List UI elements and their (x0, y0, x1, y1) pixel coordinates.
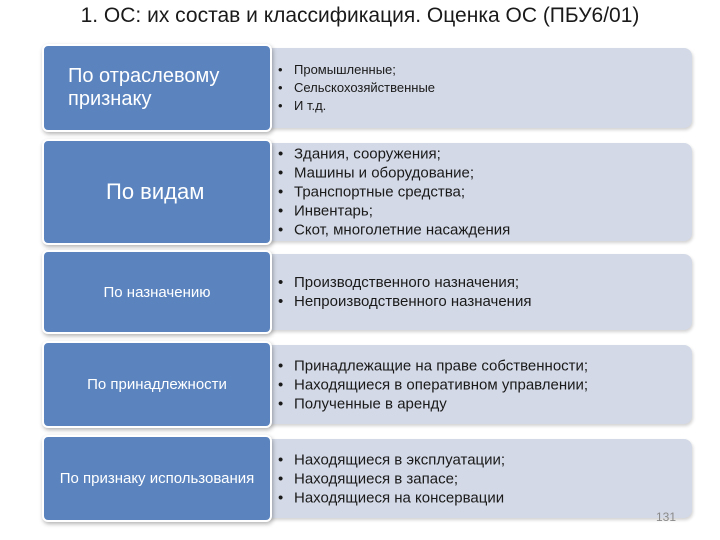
bullet-icon: • (278, 357, 284, 374)
category-box (42, 341, 272, 428)
detail-box (264, 254, 692, 330)
list-item (276, 202, 684, 221)
classification-row-usage (42, 435, 692, 522)
list-item-text: Принадлежащие на праве собственности; (294, 357, 589, 374)
detail-list (276, 61, 684, 115)
category-box (42, 44, 272, 132)
category-box (42, 250, 272, 334)
bullet-icon: • (278, 221, 284, 239)
detail-box (264, 48, 692, 128)
detail-list (276, 356, 684, 413)
bullet-icon: • (278, 489, 284, 506)
list-item-text: Сельскохозяйственные (294, 80, 436, 95)
category-label: По признаку использования (59, 470, 255, 487)
list-item-text: Находящиеся в оперативном управлении; (294, 376, 589, 393)
list-item-text: Полученные в аренду (294, 395, 447, 412)
list-item-text: Промышленные; (294, 62, 396, 77)
category-label: По видам (106, 179, 205, 204)
list-item (276, 79, 684, 97)
detail-box (264, 345, 692, 424)
bullet-icon: • (278, 274, 284, 291)
list-item (276, 97, 684, 115)
category-box (42, 435, 272, 522)
bullet-icon: • (278, 293, 284, 310)
list-item-text: Здания, сооружения; (294, 145, 441, 163)
detail-box (264, 439, 692, 518)
bullet-icon: • (278, 62, 283, 77)
slide-title: 1. ОС: их состав и классификация. Оценка ОС (ПБУ6/01) (80, 4, 640, 27)
category-label: По принадлежности (87, 376, 227, 393)
list-item (276, 292, 684, 311)
list-item (276, 469, 684, 488)
category-box (42, 139, 272, 245)
list-item-text: Находящиеся в запасе; (294, 470, 459, 487)
detail-list (276, 450, 684, 507)
classification-row-types (42, 139, 692, 245)
list-item (276, 61, 684, 79)
category-label: По назначению (103, 283, 211, 301)
list-item-text: И т.д. (294, 98, 327, 113)
list-item (276, 273, 684, 292)
list-item (276, 183, 684, 202)
bullet-icon: • (278, 164, 284, 182)
list-item-text: Машины и оборудование; (294, 164, 475, 182)
detail-box (264, 143, 692, 241)
page-number: 131 (655, 510, 676, 524)
list-item (276, 375, 684, 394)
bullet-icon: • (278, 80, 283, 95)
list-item (276, 488, 684, 507)
bullet-icon: • (278, 202, 284, 220)
classification-row-ownership (42, 341, 692, 428)
list-item-text: Находящиеся в эксплуатации; (294, 451, 506, 468)
list-item (276, 394, 684, 413)
list-item-text: Инвентарь; (294, 202, 373, 220)
bullet-icon: • (278, 183, 284, 201)
classification-row-industry (42, 44, 692, 132)
bullet-icon: • (278, 145, 284, 163)
list-item-text: Транспортные средства; (294, 183, 465, 201)
classification-row-purpose (42, 250, 692, 334)
list-item-text: Непроизводственного назначения (294, 293, 532, 310)
list-item (276, 356, 684, 375)
category-label: По отраслевому признаку (68, 65, 220, 110)
detail-list (276, 273, 684, 311)
bullet-icon: • (278, 451, 284, 468)
list-item (276, 164, 684, 183)
bullet-icon: • (278, 395, 284, 412)
list-item (276, 145, 684, 164)
list-item-text: Находящиеся на консервации (294, 489, 505, 506)
list-item (276, 221, 684, 240)
list-item (276, 450, 684, 469)
detail-list (276, 145, 684, 240)
list-item-text: Производственного назначения; (294, 274, 520, 291)
bullet-icon: • (278, 98, 283, 113)
bullet-icon: • (278, 376, 284, 393)
bullet-icon: • (278, 470, 284, 487)
list-item-text: Скот, многолетние насаждения (294, 221, 511, 239)
